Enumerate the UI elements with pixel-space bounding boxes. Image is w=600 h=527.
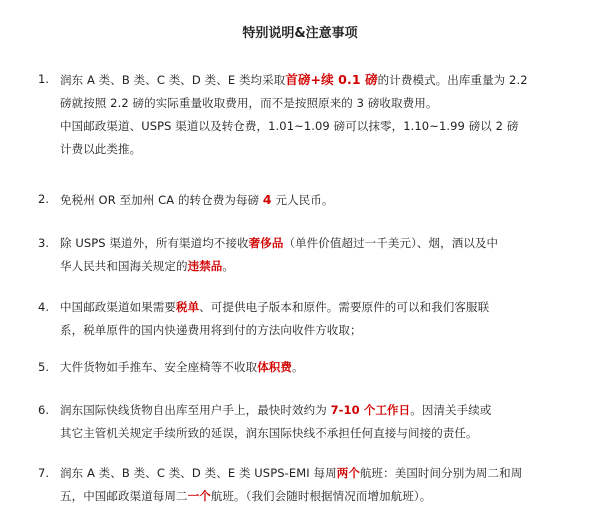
item-number: 4. — [38, 300, 50, 314]
item-number: 2. — [38, 192, 50, 206]
note-item-4 — [28, 296, 588, 346]
note-item-7 — [28, 462, 588, 512]
text-line — [60, 232, 580, 255]
text-line — [60, 92, 580, 115]
text-segment: 、可提供电子版本和原件。需要原件的可以和我们客服联 — [199, 300, 490, 314]
text-segment: 系，税单原件的国内快递费用将到付的方法向收件方收取； — [60, 323, 362, 337]
text-segment: 五，中国邮政渠道每周二 — [60, 489, 188, 503]
text-segment: 。 — [222, 259, 235, 273]
text-segment: 的计费模式。出库重量为 2.2 — [377, 73, 528, 87]
text-line — [60, 399, 580, 422]
highlight-text: 4 — [262, 192, 272, 207]
text-segment: 计费以此类推。 — [60, 142, 142, 156]
highlight-text: 7-10 个工作日 — [330, 403, 411, 417]
text-segment: 中国邮政渠道、USPS 渠道以及转仓费，1.01~1.09 磅可以抹零，1.10~1.99 磅以 2 磅 — [60, 119, 519, 133]
text-line — [60, 462, 580, 485]
item-number: 5. — [38, 360, 50, 374]
text-line — [60, 485, 580, 508]
item-number: 7. — [38, 466, 50, 480]
text-segment: 免税州 OR 至加州 CA 的转仓费为每磅 — [60, 193, 263, 207]
text-line — [60, 138, 580, 161]
item-number: 3. — [38, 236, 50, 250]
text-segment: （单件价值超过一千美元）、烟，酒以及中 — [283, 236, 499, 250]
note-item-1 — [28, 68, 588, 168]
text-line — [60, 188, 580, 212]
text-segment: 。因清关手续或 — [410, 403, 492, 417]
note-item-5 — [28, 356, 588, 381]
text-segment: 中国邮政渠道如果需要 — [60, 300, 176, 314]
highlight-text: 体积费 — [257, 360, 293, 374]
highlight-text: 首磅+续 0.1 磅 — [285, 72, 378, 87]
text-line — [60, 319, 580, 342]
highlight-text: 税单 — [176, 300, 200, 314]
text-line — [60, 422, 580, 445]
item-number: 6. — [38, 403, 50, 417]
text-segment: 润东国际快线货物自出库至用户手上，最快时效约为 — [60, 403, 331, 417]
item-text — [60, 232, 580, 278]
page-title: 特别说明&注意事项 — [242, 26, 358, 41]
text-segment: 润东 A 类、B 类、C 类、D 类、E 类 USPS-EMI 每周 — [60, 466, 337, 480]
highlight-text: 两个 — [336, 466, 360, 480]
item-number: 1. — [38, 72, 50, 86]
note-item-6 — [28, 399, 588, 449]
text-segment: 磅就按照 2.2 磅的实际重量收取费用，而不是按照原来的 3 磅收取费用。 — [60, 96, 438, 110]
highlight-text: 一个 — [187, 489, 211, 503]
text-segment: 大件货物如手推车、安全座椅等不收取 — [60, 360, 258, 374]
item-text — [60, 399, 580, 445]
text-line — [60, 356, 580, 379]
highlight-text: 违禁品 — [187, 259, 223, 273]
note-item-3 — [28, 232, 588, 282]
text-line — [60, 255, 580, 278]
item-text — [60, 188, 580, 212]
item-text — [60, 462, 580, 508]
highlight-text: 奢侈品 — [248, 236, 284, 250]
text-segment: 华人民共和国海关规定的 — [60, 259, 188, 273]
text-segment: 元人民币。 — [271, 193, 334, 207]
text-segment: 除 USPS 渠道外，所有渠道均不接收 — [60, 236, 249, 250]
text-segment: 航班。（我们会随时根据情况而增加航班）。 — [210, 489, 432, 503]
item-text — [60, 296, 580, 342]
text-segment: 其它主管机关规定手续所致的延误，润东国际快线不承担任何直接与间接的责任。 — [60, 426, 478, 440]
text-segment: 航班：美国时间分别为周二和周 — [359, 466, 523, 480]
text-segment: 。 — [292, 360, 304, 374]
item-text — [60, 68, 580, 161]
note-item-2 — [28, 188, 588, 213]
text-segment: 润东 A 类、B 类、C 类、D 类、E 类均采取 — [60, 73, 286, 87]
item-text — [60, 356, 580, 379]
text-line — [60, 296, 580, 319]
text-line — [60, 115, 580, 138]
text-line — [60, 68, 580, 92]
